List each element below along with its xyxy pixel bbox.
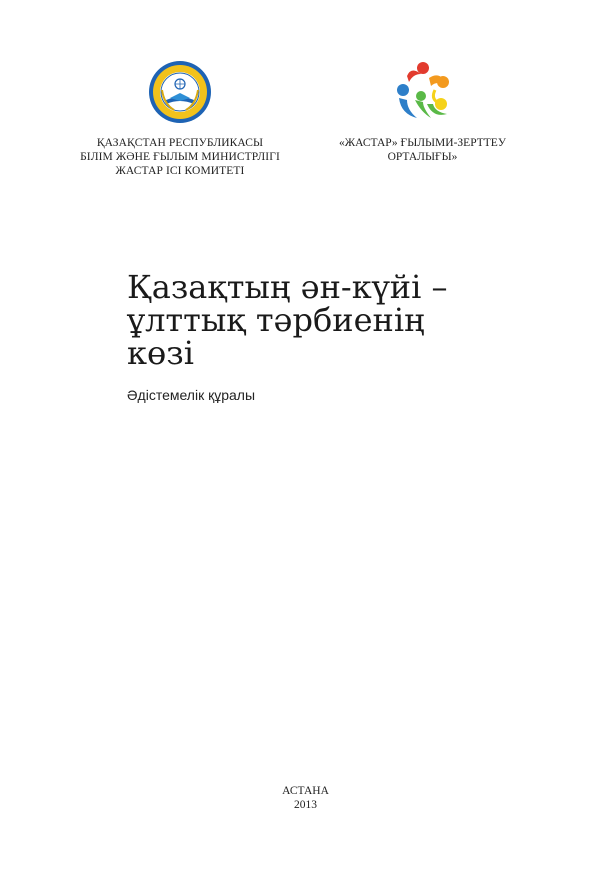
- zhastar-line-1: «ЖАСТАР» ҒЫЛЫМИ-ЗЕРТТЕУ: [339, 137, 506, 149]
- zhastar-line-2: ОРТАЛЫҒЫ»: [387, 151, 458, 163]
- ministry-line-1: ҚАЗАҚСТАН РЕСПУБЛИКАСЫ: [96, 137, 264, 149]
- title-line-2: ұлттық тәрбиенің: [127, 301, 425, 339]
- ministry-header: [60, 60, 300, 178]
- title-line-1: Қазақтың ән-күйі –: [127, 268, 448, 306]
- publication-year: 2013: [294, 799, 317, 811]
- document-title: [127, 268, 547, 372]
- zhastar-logo-icon: [391, 60, 455, 124]
- document-subtitle: Әдістемелік құралы: [127, 387, 256, 403]
- zhastar-header: [320, 60, 525, 164]
- ministry-line-2: БІЛІМ ЖӘНЕ ҒЫЛЫМ МИНИСТРЛІГІ: [80, 151, 280, 163]
- ministry-line-3: ЖАСТАР ІСІ КОМИТЕТІ: [115, 165, 245, 177]
- publication-city: АСТАНА: [282, 785, 329, 797]
- ministry-seal-icon: [148, 60, 212, 124]
- publication-footer: [0, 784, 611, 812]
- title-line-3: көзі: [127, 334, 194, 372]
